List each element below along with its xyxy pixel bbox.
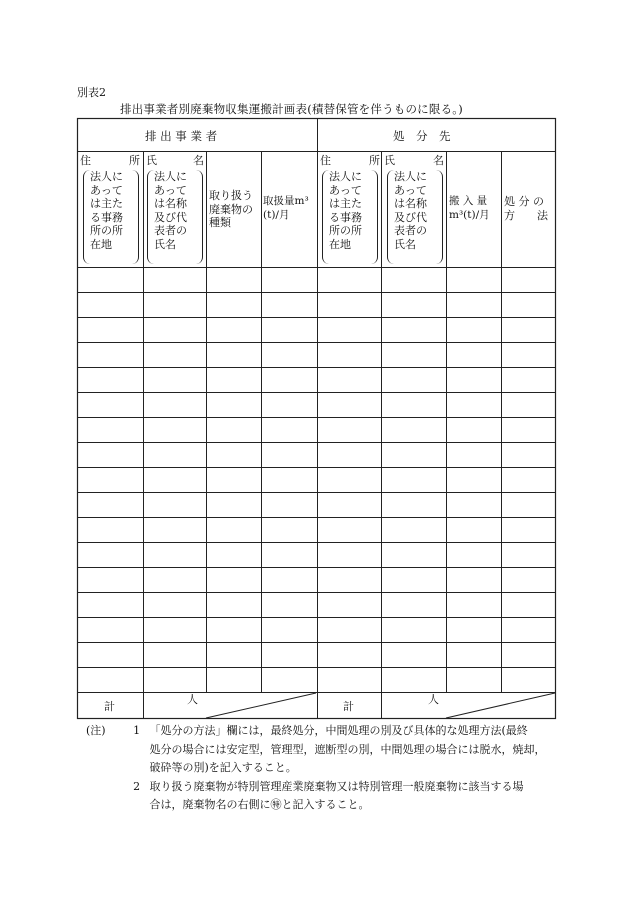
left-name-note: 法人に あって は名称 及び代 表者の 氏名 <box>147 170 203 264</box>
note-item-1: (注) 1 「処分の方法」欄には，最終処分，中間処理の別及び具体的な処理方法(最終 処分の場合には安定型，管理型，遮断型の別，中間処理の場合には脱水，焼却， 破砕等の別)を記入すること。 <box>86 722 566 778</box>
notes-label: (注) <box>86 724 106 737</box>
right-name-note: 法人に あって は名称 及び代 表者の 氏名 <box>387 170 443 264</box>
notes <box>86 722 566 815</box>
quantity-header: 取扱量m³ (t)/月 <box>263 195 309 221</box>
right-person-unit: 人 <box>428 693 439 706</box>
left-person-unit: 人 <box>187 693 198 706</box>
right-name-header: 氏 名 <box>384 154 444 167</box>
left-total-label: 計 <box>104 700 115 713</box>
method-header: 処 分 の 方 法 <box>504 195 548 222</box>
appendix-label: 別表2 <box>77 86 106 99</box>
group-discharger: 排 出 事 業 者 <box>145 129 218 143</box>
group-disposal: 処 分 先 <box>393 129 451 143</box>
right-address-note: 法人に あって は主た る事務 所の所 在地 <box>322 170 378 264</box>
left-name-header: 氏 名 <box>146 154 204 167</box>
right-total-label: 計 <box>343 700 354 713</box>
import-quantity-header: 搬 入 量 m³(t)/月 <box>449 195 490 221</box>
left-address-note: 法人に あって は主た る事務 所の所 在地 <box>83 170 139 264</box>
left-address-header: 住 所 <box>80 154 140 167</box>
table-title: 排出事業者別廃棄物収集運搬計画表(積替保管を伴うものに限る。) <box>120 102 463 116</box>
waste-type-header: 取り扱う 廃棄物の 種類 <box>209 189 253 230</box>
note-item-2: 2 取り扱う廃棄物が特別管理産業廃棄物又は特別管理一般廃棄物に該当する場 合は，廃棄物名の右側に㊕と記入すること。 <box>133 779 524 812</box>
right-address-header: 住 所 <box>320 154 380 167</box>
